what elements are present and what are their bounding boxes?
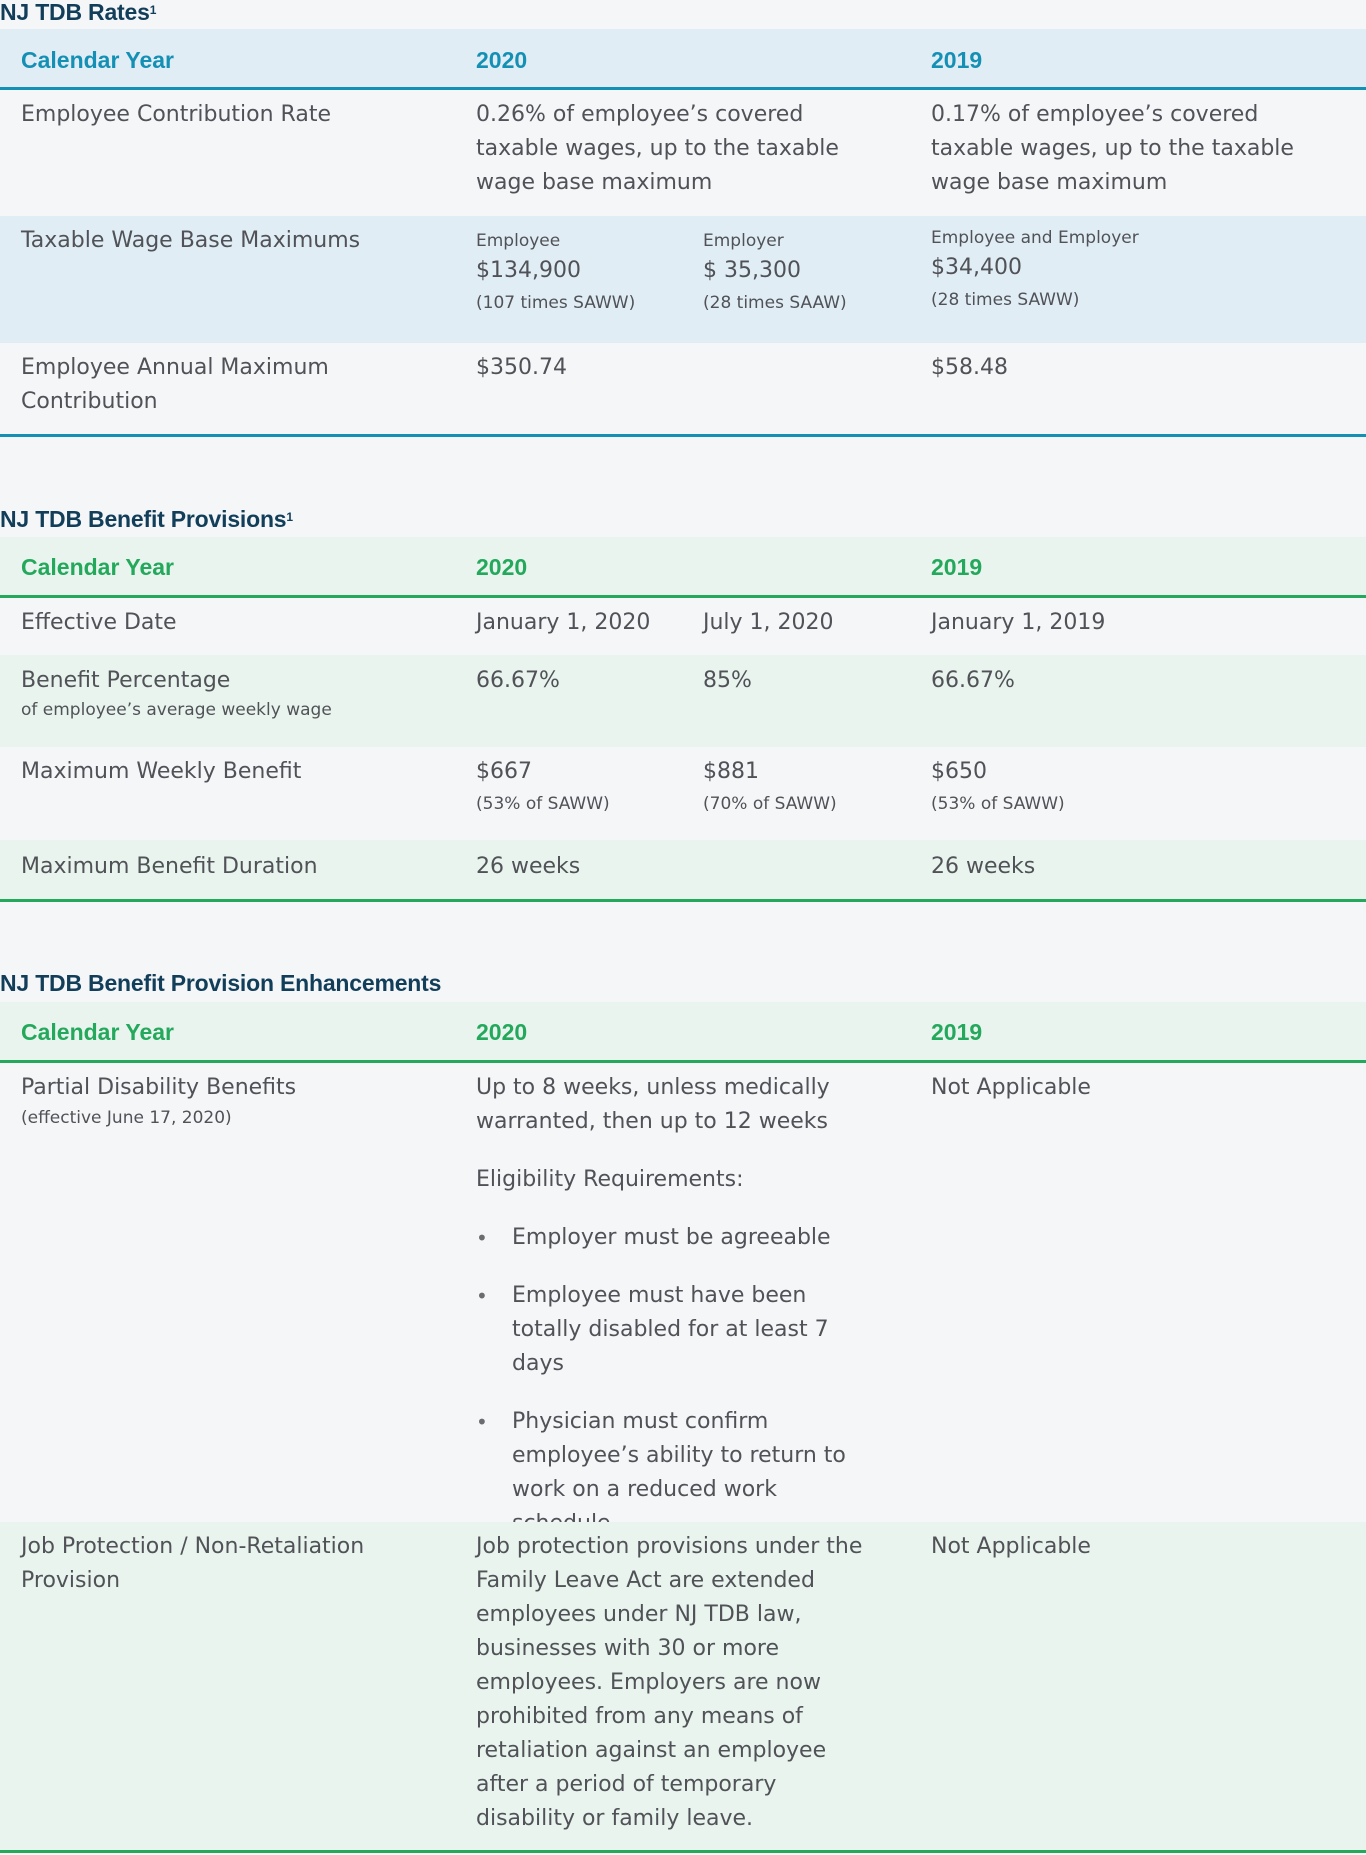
partial-sublabel: (effective June 17, 2020) [21, 1108, 232, 1128]
provisions-row-benefit-pct [0, 655, 1366, 747]
benefit-pct-2019: 66.67% [931, 668, 1015, 693]
rates-row-wage-base [0, 216, 1366, 343]
benefit-pct-sublabel: of employee’s average weekly wage [21, 700, 332, 720]
benefit-pct-label: Benefit Percentage [21, 668, 231, 693]
eligibility-item: • Employee must have been totally disabled for at least 7 days [476, 1279, 876, 1381]
eligibility-item: • Physician must confirm employee’s ability to return to work on a reduced work [476, 1405, 876, 1541]
contribution-label: Employee Contribution Rate [21, 102, 331, 127]
enhancements-header-row [0, 1002, 1366, 1060]
annual-max-label: Employee Annual Maximum Contribution [21, 355, 329, 414]
max-weekly-2020-jan: $667 [476, 759, 532, 784]
wage-base-employee-note: (107 times SAWW) [476, 293, 636, 313]
max-duration-2019: 26 weeks [931, 854, 1036, 879]
wage-base-employee-head: Employee [476, 231, 561, 251]
provisions-row-max-duration [0, 840, 1366, 900]
enhancements-row-partial [0, 1063, 1366, 1522]
max-weekly-2019: $650 [931, 759, 987, 784]
effective-date-2019: January 1, 2019 [931, 610, 1106, 635]
annual-max-2019: $58.48 [931, 355, 1008, 380]
enhancements-title: NJ TDB Benefit Provision Enhancements [0, 970, 442, 996]
rates-bottom-divider [0, 434, 1366, 437]
max-weekly-label: Maximum Weekly Benefit [21, 759, 302, 784]
wage-base-both-value: $34,400 [931, 255, 1022, 280]
max-weekly-2020-jul-note: (70% of SAWW) [703, 794, 837, 814]
rates-header-calendar-year: Calendar Year [21, 47, 175, 73]
wage-base-both-note: (28 times SAWW) [931, 290, 1080, 310]
enhancements-row-job-protection [0, 1522, 1366, 1852]
provisions-header-2020: 2020 [476, 554, 528, 580]
provisions-title: NJ TDB Benefit Provisions$^1$ [0, 506, 293, 532]
partial-2020 [476, 1071, 876, 1565]
rates-header-2020: 2020 [476, 47, 528, 73]
job-protection-2020: Job protection provisions under the Family Leave Act are extended employees under NJ TDB law, businesses with 30 or more employees. Employers are now prohibited from any means of retaliation against an employee after a period of temporary disability or family leave. [476, 1534, 863, 1831]
provisions-row-effective-date [0, 598, 1366, 655]
wage-base-employer-note: (28 times SAAW) [703, 293, 847, 313]
job-protection-label: Job Protection / Non-Retaliation Provision [21, 1534, 365, 1593]
effective-date-label: Effective Date [21, 610, 177, 635]
rates-title: NJ TDB Rates$^1$ [0, 0, 157, 25]
wage-base-label: Taxable Wage Base Maximums [21, 228, 361, 253]
partial-2020-eligibility: Eligibility Requirements: [476, 1167, 744, 1192]
wage-base-employer-value: $ 35,300 [703, 258, 801, 283]
provisions-header-2019: 2019 [931, 554, 983, 580]
enhancements-header-2019: 2019 [931, 1019, 983, 1045]
partial-2020-intro: Up to 8 weeks, unless medically warranted, then up to 12 weeks [476, 1075, 830, 1134]
wage-base-employer-head: Employer [703, 231, 784, 251]
max-weekly-2020-jan-note: (53% of SAWW) [476, 794, 610, 814]
max-weekly-2019-note: (53% of SAWW) [931, 794, 1065, 814]
rates-row-contribution [0, 90, 1366, 216]
max-duration-label: Maximum Benefit Duration [21, 854, 318, 879]
rates-header-2019: 2019 [931, 47, 983, 73]
max-weekly-2020-jul: $881 [703, 759, 759, 784]
eligibility-list [476, 1221, 876, 1541]
provisions-row-max-weekly [0, 747, 1366, 840]
max-duration-2020: 26 weeks [476, 854, 581, 879]
contribution-2019: 0.17% of employee’s covered taxable wages, up to the taxable wage base maximum [931, 102, 1294, 195]
annual-max-2020: $350.74 [476, 355, 567, 380]
job-protection-2019: Not Applicable [931, 1534, 1091, 1559]
rates-header-row [0, 29, 1366, 87]
benefit-pct-2020-jul: 85% [703, 668, 752, 693]
eligibility-item: • Employer must be agreeable [476, 1221, 876, 1255]
enhancements-bottom-divider [0, 1850, 1366, 1853]
partial-label: Partial Disability Benefits [21, 1075, 297, 1100]
enhancements-header-2020: 2020 [476, 1019, 528, 1045]
effective-date-2020-jul: July 1, 2020 [703, 610, 834, 635]
wage-base-employee-value: $134,900 [476, 258, 581, 283]
contribution-2020: 0.26% of employee’s covered taxable wages, up to the taxable wage base maximum [476, 102, 839, 195]
provisions-header-row [0, 537, 1366, 595]
benefit-pct-2020-jan: 66.67% [476, 668, 560, 693]
provisions-bottom-divider [0, 899, 1366, 902]
wage-base-both-head: Employee and Employer [931, 228, 1139, 248]
rates-row-annual-max [0, 343, 1366, 435]
partial-2019: Not Applicable [931, 1075, 1091, 1100]
enhancements-header-calendar-year: Calendar Year [21, 1019, 175, 1045]
effective-date-2020-jan: January 1, 2020 [476, 610, 651, 635]
provisions-header-calendar-year: Calendar Year [21, 554, 175, 580]
